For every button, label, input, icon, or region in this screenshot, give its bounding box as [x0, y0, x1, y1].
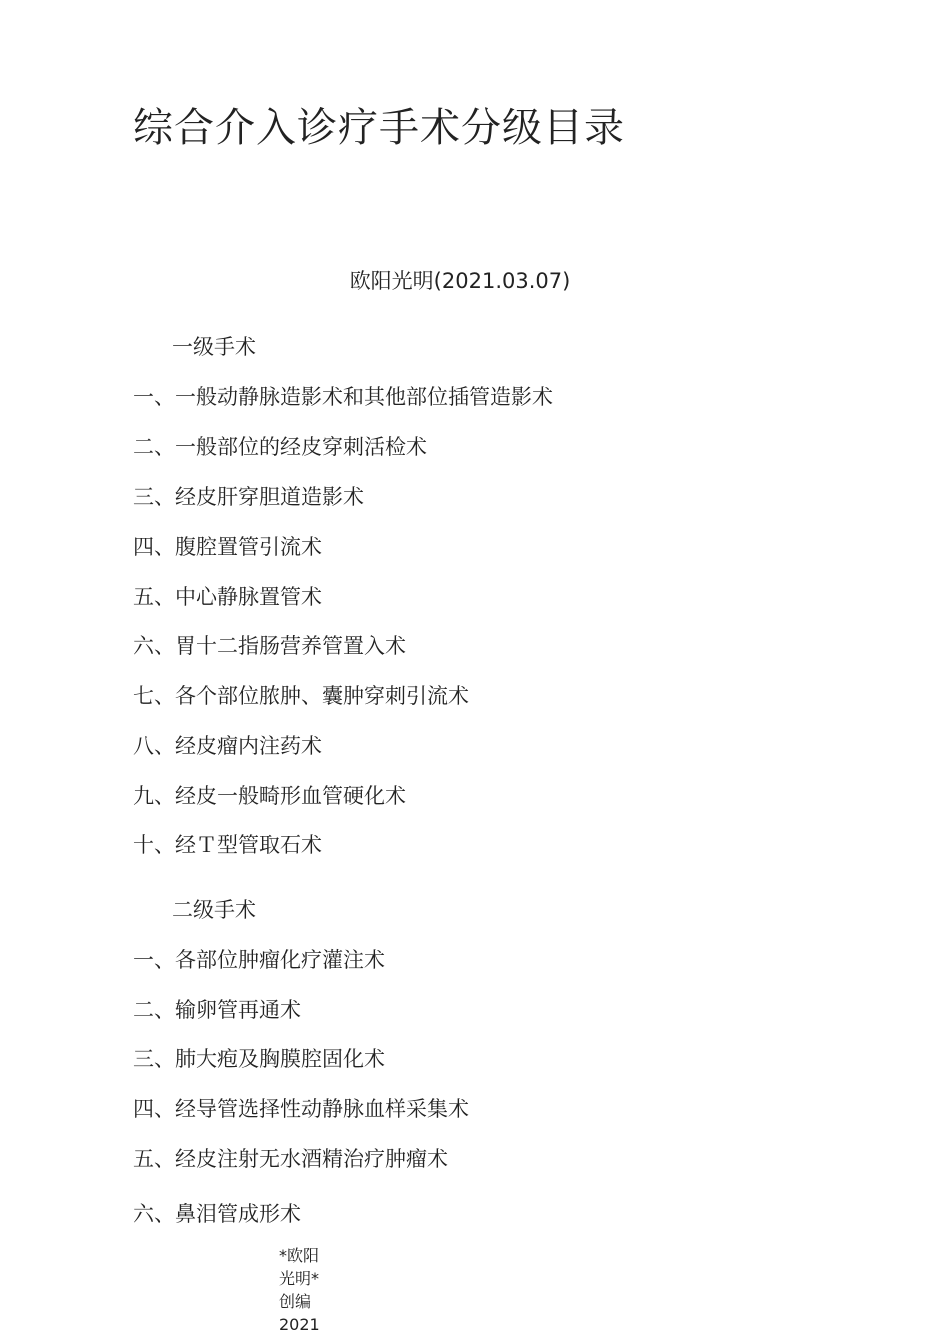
list-item: 三、肺大疱及胸膜腔固化术	[133, 1047, 385, 1071]
list-item: 二、一般部位的经皮穿刺活检术	[133, 435, 427, 459]
list-item: 四、经导管选择性动静脉血样采集术	[133, 1097, 469, 1121]
list-item: 二、输卵管再通术	[133, 998, 301, 1022]
section-heading-level-2: 二级手术	[172, 898, 256, 922]
section-heading-level-1: 一级手术	[172, 335, 256, 359]
footer-note: *欧阳光明*创编2021	[279, 1246, 320, 1334]
document-title: 综合介入诊疗手术分级目录	[133, 105, 625, 151]
list-item: 六、胃十二指肠营养管置入术	[133, 634, 406, 658]
author-line: 欧阳光明(2021.03.07)	[349, 269, 571, 293]
list-item: 六、鼻泪管成形术	[133, 1202, 301, 1226]
list-item: 五、中心静脉置管术	[133, 585, 322, 609]
list-item: 三、经皮肝穿胆道造影术	[133, 485, 364, 509]
list-item: 七、各个部位脓肿、囊肿穿刺引流术	[133, 684, 469, 708]
list-item: 五、经皮注射无水酒精治疗肿瘤术	[133, 1147, 448, 1171]
list-item: 十、经Ｔ型管取石术	[133, 833, 322, 857]
list-item: 四、腹腔置管引流术	[133, 535, 322, 559]
list-item: 一、一般动静脉造影术和其他部位插管造影术	[133, 385, 553, 409]
list-item: 九、经皮一般畸形血管硬化术	[133, 784, 406, 808]
list-item: 八、经皮瘤内注药术	[133, 734, 322, 758]
list-item: 一、各部位肿瘤化疗灌注术	[133, 948, 385, 972]
